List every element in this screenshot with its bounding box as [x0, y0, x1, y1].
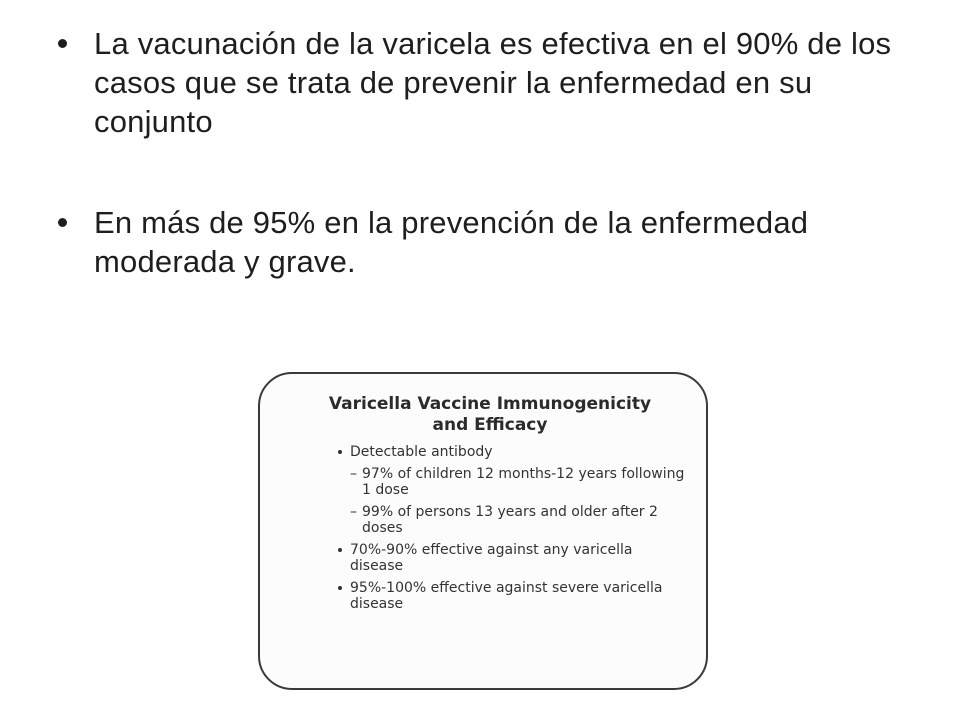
inset-item-any-disease: [338, 542, 688, 574]
varicella-efficacy-image: [258, 372, 708, 690]
inset-bullet-icon: [338, 548, 342, 552]
dash-glyph: –: [350, 504, 357, 520]
inset-bullet-icon: [338, 586, 342, 590]
inset-title-line: Varicella Vaccine Immunogenicity: [328, 394, 652, 414]
inset-subitem-children: [338, 466, 688, 498]
bullet-item-severe-disease: [52, 203, 902, 281]
bullet-text: En más de 95% en la prevención de la enfermedad moderada y grave.: [94, 205, 809, 279]
inset-item-severe-disease: [338, 580, 688, 612]
inset-item-text: 95%-100% effective against severe varicella disease: [350, 580, 663, 612]
bullet-dot-icon: [58, 39, 67, 48]
inset-subitem-text: 97% of children 12 months-12 years following 1 dose: [362, 466, 685, 498]
bullet-item-vaccination-efficacy: [52, 24, 902, 141]
inset-item-detectable-antibody: [338, 444, 688, 460]
dash-glyph: –: [350, 466, 357, 482]
bullet-list: [52, 24, 902, 281]
inset-bullet-icon: [338, 450, 342, 454]
bullet-text: La vacunación de la varicela es efectiva en el 90% de los casos que se trata de prevenir la enfermedad en su conjunto: [94, 26, 892, 139]
inset-subitem-adults: [338, 504, 688, 536]
inset-title: [290, 394, 690, 436]
inset-item-text: Detectable antibody: [350, 444, 493, 460]
inset-item-text: 70%-90% effective against any varicella disease: [350, 542, 633, 574]
inset-list: [338, 444, 688, 618]
bullet-dot-icon: [58, 218, 67, 227]
inset-subitem-text: 99% of persons 13 years and older after 2 doses: [362, 504, 658, 536]
inset-title-line: and Efficacy: [432, 415, 548, 435]
